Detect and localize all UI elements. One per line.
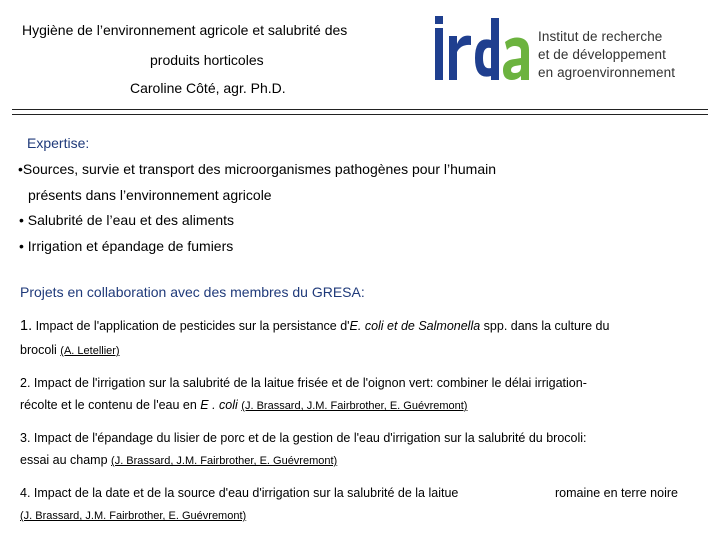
project-1-line-2 <box>20 343 120 357</box>
project-4-line-1: 4. Impact de la date et de la source d'eau d'irrigation sur la salubrité de la laitue <box>20 486 459 500</box>
expertise-bullet-1-continued: présents dans l’environnement agricole <box>28 187 272 203</box>
title-line-1: Hygiène de l’environnement agricole et salubrité des <box>22 22 348 38</box>
project-1-crop: brocoli <box>20 343 61 357</box>
expertise-bullet-3: • Irrigation et épandage de fumiers <box>19 238 234 254</box>
project-3-line-2 <box>20 453 337 467</box>
project-2-line-1: 2. Impact de l'irrigation sur la salubrité de la laitue frisée et de l'oignon vert: combiner le délai irrigation- <box>20 376 587 390</box>
project-4-line-2 <box>20 508 246 522</box>
divider-bottom <box>12 114 708 115</box>
project-4-line-1-tail: romaine en terre noire <box>555 486 678 500</box>
project-2-italic-species: E . coli <box>200 398 238 412</box>
author-name: Caroline Côté, agr. Ph.D. <box>130 80 286 96</box>
project-1-text-start: Impact de l'application de pesticides sur la persistance d' <box>32 319 350 333</box>
project-2-text: récolte et le contenu de l'eau en <box>20 398 201 412</box>
project-1-line-1 <box>20 318 609 334</box>
logo-text-line-2: et de développement <box>538 47 666 62</box>
logo-text-line-1: Institut de recherche <box>538 29 663 44</box>
project-1-collaborators: (A. Letellier) <box>60 345 120 357</box>
expertise-bullet-1: •Sources, survie et transport des microorganismes pathogènes pour l’humain <box>18 161 497 177</box>
irda-logo-mark <box>433 14 533 84</box>
logo-text-line-3: en agroenvironnement <box>538 65 676 80</box>
project-2-line-2 <box>20 398 467 412</box>
project-2-collaborators: (J. Brassard, J.M. Fairbrother, E. Guévremont) <box>241 400 468 412</box>
title-line-2: produits horticoles <box>150 52 264 68</box>
irda-logo <box>433 14 703 84</box>
divider-top <box>12 109 708 110</box>
project-3-line-1: 3. Impact de l'épandage du lisier de porc et de la gestion de l'eau d'irrigation sur la salubrité du brocoli: <box>20 431 587 445</box>
project-3-collaborators: (J. Brassard, J.M. Fairbrother, E. Guévremont) <box>111 455 338 467</box>
project-1-number: 1. <box>20 318 33 334</box>
project-4-collaborators: (J. Brassard, J.M. Fairbrother, E. Guévremont) <box>20 510 247 522</box>
projects-heading: Projets en collaboration avec des membres du GRESA: <box>20 284 365 300</box>
project-1-italic-species: E. coli et de Salmonella <box>349 319 481 333</box>
project-1-text-end: spp. dans la culture du <box>480 319 610 333</box>
expertise-bullet-2: • Salubrité de l’eau et des aliments <box>19 212 235 228</box>
expertise-heading: Expertise: <box>27 135 90 151</box>
project-3-text: essai au champ <box>20 453 112 467</box>
